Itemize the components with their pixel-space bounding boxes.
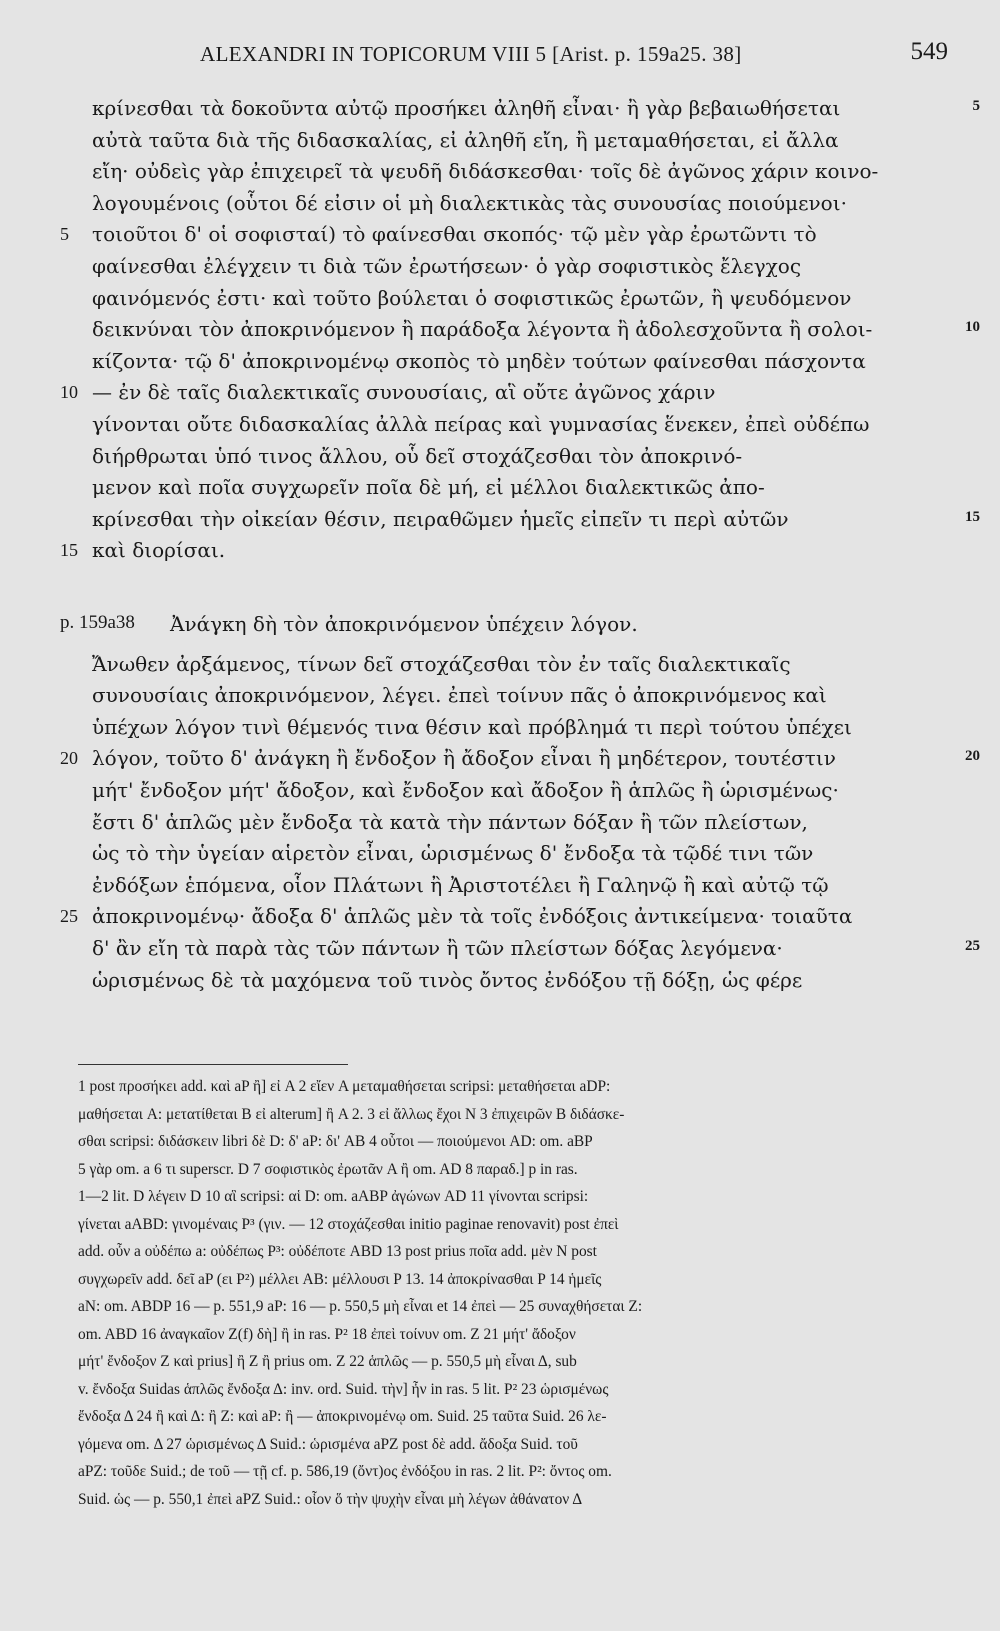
line-number-right: 15 — [965, 508, 980, 525]
text-line — [60, 683, 980, 715]
line-text: κρίνεσθαι τὰ δοκοῦντα αὐτῷ προσήκει ἀληθῆ εἶναι· ἢ γὰρ βεβαιωθήσεται — [92, 96, 841, 120]
text-line — [60, 349, 980, 381]
apparatus-line: μαθήσεται A: μετατίθεται B εἰ alterum] ἢ A 2. 3 εἰ ἄλλως ἔχοι N 3 ἐπιχειρῶν B διδάσκε- — [78, 1105, 625, 1123]
line-number-right: 10 — [965, 319, 980, 336]
line-text: Ἄνωθεν ἀρξάμενος, τίνων δεῖ στοχάζεσθαι τὸν ἐν ταῖς διαλεκτικαῖς — [92, 651, 791, 676]
lemma-line — [60, 612, 980, 644]
text-line — [60, 778, 980, 810]
line-text: μήτ' ἔνδοξον μήτ' ἄδοξον, καὶ ἔνδοξον καὶ ἄδοξον ἢ ἁπλῶς ἢ ὡρισμένως· — [92, 778, 839, 802]
line-text: διήρθρωται ὑπό τινος ἄλλου, οὗ δεῖ στοχάζεσθαι τὸν ἀποκρινό- — [92, 443, 743, 468]
line-text: κρίνεσθαι τὴν οἰκείαν θέσιν, πειραθῶμεν ἡμεῖς εἰπεῖν τι περὶ αὐτῶν — [92, 506, 789, 531]
apparatus-line: aN: om. ABDP 16 — p. 551,9 aP: 16 — p. 550,5 μὴ εἶναι et 14 ἐπεὶ — 25 συναχθήσεται Z: — [78, 1298, 643, 1315]
line-text: γίνονται οὔτε διδασκαλίας ἀλλὰ πείρας καὶ γυμνασίας ἕνεκεν, ἐπεὶ οὐδέπω — [92, 412, 870, 436]
line-text: τοιοῦτοι δ' οἱ σοφισταί) τὸ φαίνεσθαι σκοπός· τῷ μὲν γὰρ ἐρωτῶντι τὸ — [92, 222, 817, 247]
text-line — [60, 444, 980, 476]
lemma-reference: p. 159a38 — [60, 612, 135, 633]
text-line — [60, 475, 980, 507]
text-line — [60, 412, 980, 444]
line-number-right: 20 — [965, 748, 980, 765]
text-line — [60, 507, 980, 539]
apparatus-line: Suid. ὡς — p. 550,1 ἐπεὶ aPZ Suid.: οἷον ὅ τὴν ψυχὴν εἶναι μὴ λέγων ἀθάνατον Δ — [78, 1490, 583, 1508]
line-text: μενον καὶ ποῖα συγχωρεῖν ποῖα δὲ μή, εἰ μέλλοι διαλεκτικῶς ἀπο- — [92, 475, 765, 500]
line-text: ὡς τὸ τὴν ὑγείαν αἱρετὸν εἶναι, ὡρισμένως δ' ἔνδοξα τὰ τῷδέ τινι τῶν — [92, 841, 814, 866]
page-number: 549 — [910, 38, 948, 65]
line-number-left: 20 — [60, 748, 78, 769]
apparatus-line: om. ABD 16 ἀναγκαῖον Z(f) δὴ] ἢ in ras. P² 18 ἐπεὶ τοίνυν om. Z 21 μήτ' ἄδοξον — [78, 1325, 576, 1343]
line-text: δεικνύναι τὸν ἀποκρινόμενον ἢ παράδοξα λέγοντα ἢ ἀδολεσχοῦντα ἢ σολοι- — [92, 317, 873, 342]
text-line — [60, 128, 980, 160]
text-line — [60, 810, 980, 842]
text-line — [60, 254, 980, 286]
line-text: — ἐν δὲ ταῖς διαλεκτικαῖς συνουσίαις, αἳ οὔτε ἀγῶνος χάριν — [92, 380, 716, 405]
line-text: καὶ διορίσαι. — [92, 538, 226, 563]
line-text: ὡρισμένως δὲ τὰ μαχόμενα τοῦ τινὸς ὄντος ἐνδόξου τῇ δόξῃ, ὡς φέρε — [92, 967, 803, 992]
text-line — [60, 286, 980, 318]
line-text: ἔστι δ' ἁπλῶς μὲν ἔνδοξα τὰ κατὰ τὴν πάντων δόξαν ἢ τῶν πλείστων, — [92, 809, 808, 834]
line-number-left: 15 — [60, 540, 78, 561]
text-line — [60, 904, 980, 936]
line-number-left: 25 — [60, 906, 78, 927]
text-line — [60, 746, 980, 778]
line-text: αὐτὰ ταῦτα διὰ τῆς διδασκαλίας, εἰ ἀληθῆ εἴη, ἢ μεταμαθήσεται, εἰ ἄλλα — [92, 127, 839, 152]
line-number-right: 25 — [965, 938, 980, 954]
text-line — [60, 873, 980, 905]
apparatus-line: σθαι scripsi: διδάσκειν libri δὲ D: δ' aP: δι' AB 4 οὗτοι — ποιούμενοι AD: om. aBP — [78, 1133, 593, 1150]
text-line — [60, 936, 980, 968]
line-text: φαίνεσθαι ἐλέγχειν τι διὰ τῶν ἐρωτήσεων· ὁ γὰρ σοφιστικὸς ἔλεγχος — [92, 254, 802, 278]
apparatus-line: συγχωρεῖν add. δεῖ aP (ει P²) μέλλει AB: μέλλουσι P 13. 14 ἀποκρίνασθαι P 14 ἡμεῖς — [78, 1270, 602, 1288]
line-number-left: 5 — [60, 224, 69, 245]
line-number-right: 5 — [972, 98, 980, 114]
apparatus-line: γίνεται aABD: γινομέναις P³ (γιν. — 12 στοχάζεσθαι initio paginae renovavit) post ἐπεὶ — [78, 1215, 619, 1233]
apparatus-line: 5 γὰρ om. a 6 τι superscr. D 7 σοφιστικὸς ἐρωτᾶν A ἢ om. AD 8 παραδ.] p in ras. — [78, 1160, 578, 1178]
running-head: ALEXANDRI IN TOPICORUM VIII 5 [Arist. p. 159a25. 38] — [200, 42, 742, 66]
line-text: δ' ἂν εἴη τὰ παρὰ τὰς τῶν πάντων ἢ τῶν πλείστων δόξας λεγόμενα· — [92, 936, 783, 960]
line-number-left: 10 — [60, 382, 78, 403]
apparatus-line: ἔνδοξα Δ 24 ἢ καὶ Δ: ἢ Z: καὶ aP: ἢ — ἀποκρινομένῳ om. Suid. 25 ταῦτα Suid. 26 λε- — [78, 1408, 607, 1425]
line-text: λόγον, τοῦτο δ' ἀνάγκη ἢ ἔνδοξον ἢ ἄδοξον εἶναι ἢ μηδέτερον, τουτέστιν — [92, 746, 836, 771]
line-text: συνουσίαις ἀποκρινόμενον, λέγει. ἐπεὶ τοίνυν πᾶς ὁ ἀποκρινόμενος καὶ — [92, 683, 827, 708]
apparatus-line: aPZ: τοῦδε Suid.; de τοῦ — τῇ cf. p. 586,19 (ὄντ)ος ἐνδόξου in ras. 2 lit. P²: ὄντος om. — [78, 1463, 612, 1480]
line-text: κίζοντα· τῷ δ' ἀποκρινομένῳ σκοπὸς τὸ μηδὲν τούτων φαίνεσθαι πάσχοντα — [92, 348, 866, 373]
page-header — [80, 38, 948, 74]
apparatus-line: 1—2 lit. D λέγειν D 10 αἳ scripsi: αἱ D: om. aABP ἀγώνων AD 11 γίνονται scripsi: — [78, 1188, 589, 1205]
text-line — [60, 715, 980, 747]
line-text: λογουμένοις (οὗτοι δέ εἰσιν οἱ μὴ διαλεκτικὰς τὰς συνουσίας ποιούμενοι· — [92, 190, 847, 215]
footnote-rule — [78, 1064, 348, 1065]
text-line — [60, 538, 980, 570]
line-text: εἴη· οὐδεὶς γὰρ ἐπιχειρεῖ τὰ ψευδῆ διδάσκεσθαι· τοῖς δὲ ἀγῶνος χάριν κοινο- — [92, 159, 879, 184]
lemma-text: Ἀνάγκη δὴ τὸν ἀποκρινόμενον ὑπέχειν λόγον. — [170, 612, 638, 636]
text-line — [60, 652, 980, 684]
line-text: φαινόμενός ἐστι· καὶ τοῦτο βούλεται ὁ σοφιστικῶς ἐρωτῶν, ἢ ψευδόμενον — [92, 285, 852, 310]
text-line — [60, 968, 980, 1000]
text-line — [60, 191, 980, 223]
line-text: ὑπέχων λόγον τινὶ θέμενός τινα θέσιν καὶ πρόβλημά τι περὶ τούτου ὑπέχει — [92, 714, 852, 739]
line-text: ἐνδόξων ἑπόμενα, οἷον Πλάτωνι ἢ Ἀριστοτέλει ἢ Γαληνῷ ἢ καὶ αὐτῷ τῷ — [92, 872, 829, 897]
apparatus-line: μήτ' ἔνδοξον Z καὶ prius] ἢ Z ἢ prius om. Z 22 ἁπλῶς — p. 550,5 μὴ εἶναι Δ, sub — [78, 1353, 577, 1370]
text-line — [60, 841, 980, 873]
apparatus-line: add. οὖν a οὐδέπω a: οὐδέπως P³: οὐδέποτε ABD 13 post prius ποῖα add. μὲν N post — [78, 1243, 597, 1260]
text-line — [60, 159, 980, 191]
apparatus-line: v. ἔνδοξα Suidas ἁπλῶς ἔνδοξα Δ: inv. ord. Suid. τὴν] ἦν in ras. 5 lit. P² 23 ὡρισμένως — [78, 1380, 609, 1398]
text-line — [60, 222, 980, 254]
text-line — [60, 96, 980, 128]
apparatus-line: γόμενα om. Δ 27 ὡρισμένως Δ Suid.: ὡρισμένα aPZ post δὲ add. ἄδοξα Suid. τοῦ — [78, 1435, 578, 1453]
apparatus-line: 1 post προσήκει add. καὶ aP ἢ] εἰ A 2 εἴεν A μεταμαθήσεται scripsi: μεταθήσεται aDP: — [78, 1078, 611, 1095]
line-text: ἀποκρινομένῳ· ἄδοξα δ' ἁπλῶς μὲν τὰ τοῖς ἐνδόξοις ἀντικείμενα· τοιαῦτα — [92, 904, 853, 929]
text-line — [60, 380, 980, 412]
text-line — [60, 317, 980, 349]
